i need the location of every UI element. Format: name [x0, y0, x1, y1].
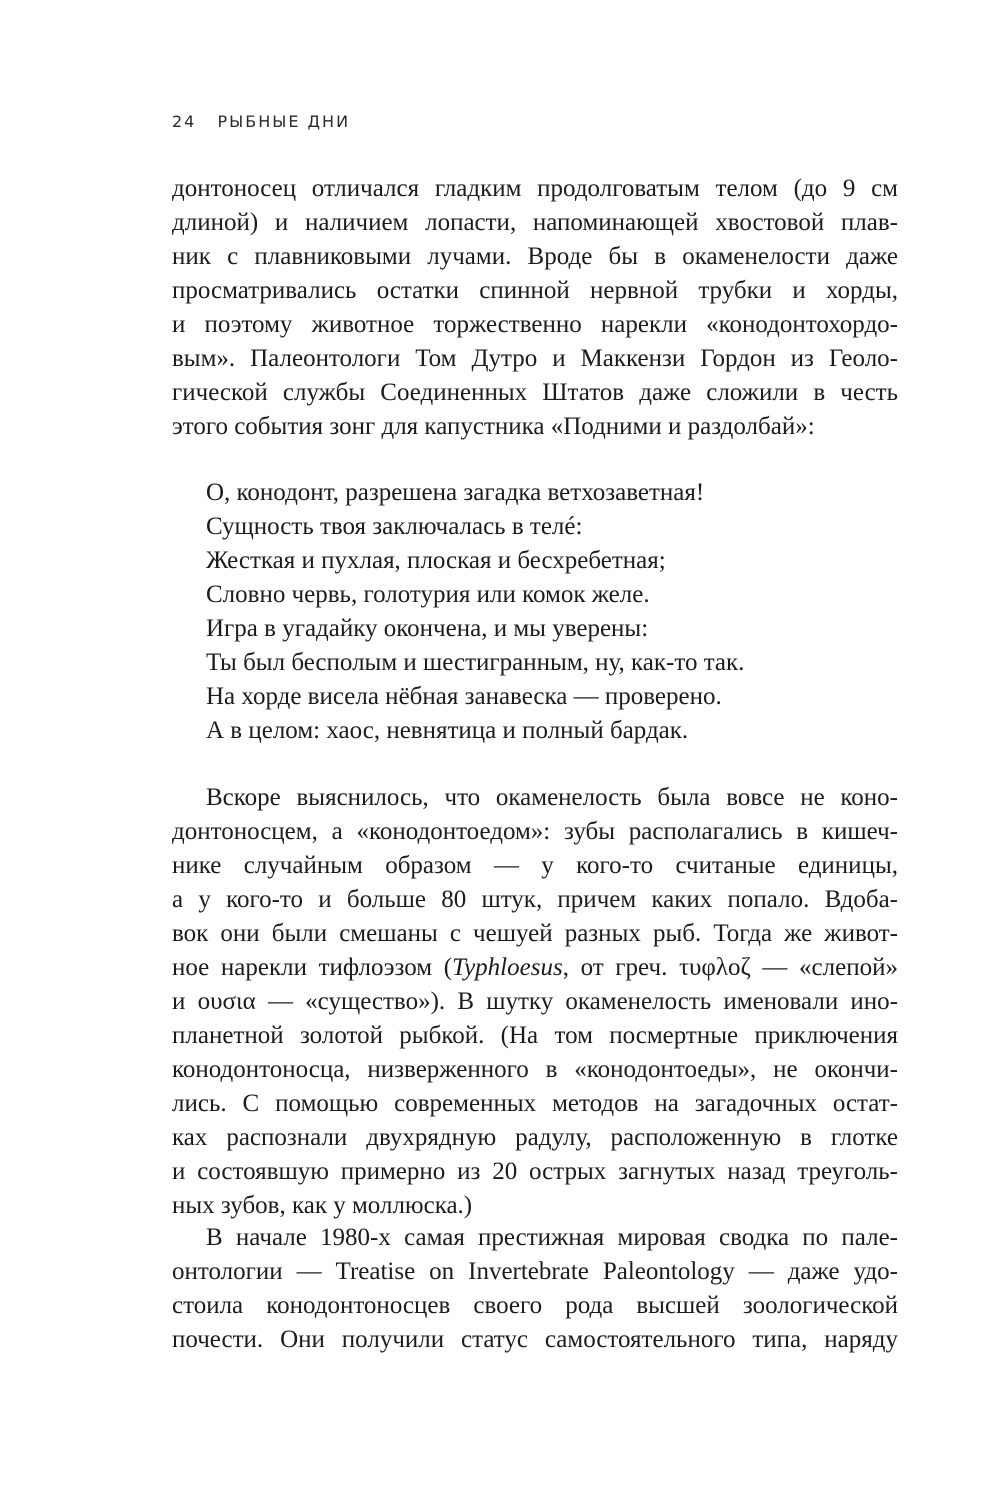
text-line: онтологии — Treatise on Invertebrate Paleontology — даже удо-: [172, 1258, 898, 1285]
text-line: донтоносец отличался гладким продолговатым телом (до 9 см: [172, 175, 898, 202]
running-title: РЫБНЫЕ ДНИ: [217, 112, 351, 131]
poem-quote: [206, 476, 896, 748]
text-line: планетной золотой рыбкой. (На том посмертные приключения: [172, 1022, 898, 1049]
text-line: просматривались остатки спинной нервной трубки и хорды,: [172, 277, 898, 304]
text-line: ках распознали двухрядную радулу, расположенную в глотке: [172, 1124, 898, 1151]
text-line: и состоявшую примерно из 20 острых загнутых назад треуголь-: [172, 1158, 898, 1185]
italic-term: Typhloesus: [452, 954, 563, 981]
poem-line: Словно червь, голотурия или комок желе.: [206, 581, 650, 608]
text-line: вым». Палеонтологи Том Дутро и Маккензи Гордон из Геоло-: [172, 345, 898, 372]
text-line: ных зубов, как у моллюска.): [172, 1192, 473, 1219]
text-line: и ουσια — «существо»). В шутку окаменелость именовали ино-: [172, 988, 898, 1015]
poem-line: Жесткая и пухлая, плоская и бесхребетная;: [206, 547, 666, 574]
text-line: нике случайным образом — у кого-то считаные единицы,: [172, 852, 898, 879]
text-segment: , от греч. τυφλοζ — «слепой»: [562, 954, 898, 981]
text-line: длиной) и наличием лопасти, напоминающей хвостовой плав-: [172, 209, 898, 236]
text-line: а у кого-то и больше 80 штук, причем каких попало. Вдоба-: [172, 886, 898, 913]
poem-line: Сущность твоя заключалась в телé:: [206, 513, 583, 540]
text-line: [172, 951, 898, 985]
text-line: гической службы Соединенных Штатов даже сложили в честь: [172, 379, 898, 406]
text-line: вок они были смешаны с чешуей разных рыб. Тогда же живот-: [172, 920, 898, 947]
paragraph-treatise: [172, 1221, 898, 1357]
text-line: ник с плавниковыми лучами. Вроде бы в окаменелости даже: [172, 243, 898, 270]
poem-line: На хорде висела нёбная занавеска — проверено.: [206, 683, 722, 710]
poem-line: О, конодонт, разрешена загадка ветхозаветная!: [206, 479, 705, 506]
text-line: Вскоре выяснилось, что окаменелость была вовсе не коно-: [206, 784, 898, 811]
text-segment: ное нарекли тифлоэзом (: [172, 954, 453, 981]
poem-line: Игра в угадайку окончена, и мы уверены:: [206, 615, 649, 642]
text-line: донтоносцем, а «конодонтоедом»: зубы располагались в кишеч-: [172, 818, 898, 845]
text-line: стоила конодонтоносцев своего рода высшей зоологической: [172, 1292, 898, 1319]
poem-line: Ты был бесполым и шестигранным, ну, как-то так.: [206, 649, 745, 676]
paragraph-typhloesus: [172, 781, 898, 1223]
text-line: и поэтому животное торжественно нарекли «конодонтохордо-: [172, 311, 898, 338]
text-line: конодонтоносца, низверженного в «конодонтоеды», не окончи-: [172, 1056, 898, 1083]
text-line: этого события зонг для капустника «Подними и раздолбай»:: [172, 413, 815, 440]
text-line: В начале 1980-х самая престижная мировая сводка по пале-: [206, 1224, 898, 1251]
poem-line: А в целом: хаос, невнятица и полный бардак.: [206, 717, 689, 744]
text-line: лись. С помощью современных методов на загадочных остат-: [172, 1090, 898, 1117]
running-header: [172, 112, 350, 131]
text-line: почести. Они получили статус самостоятельного типа, наряду: [172, 1326, 898, 1353]
page-number: 24: [172, 112, 197, 131]
paragraph-continued: [172, 172, 898, 444]
